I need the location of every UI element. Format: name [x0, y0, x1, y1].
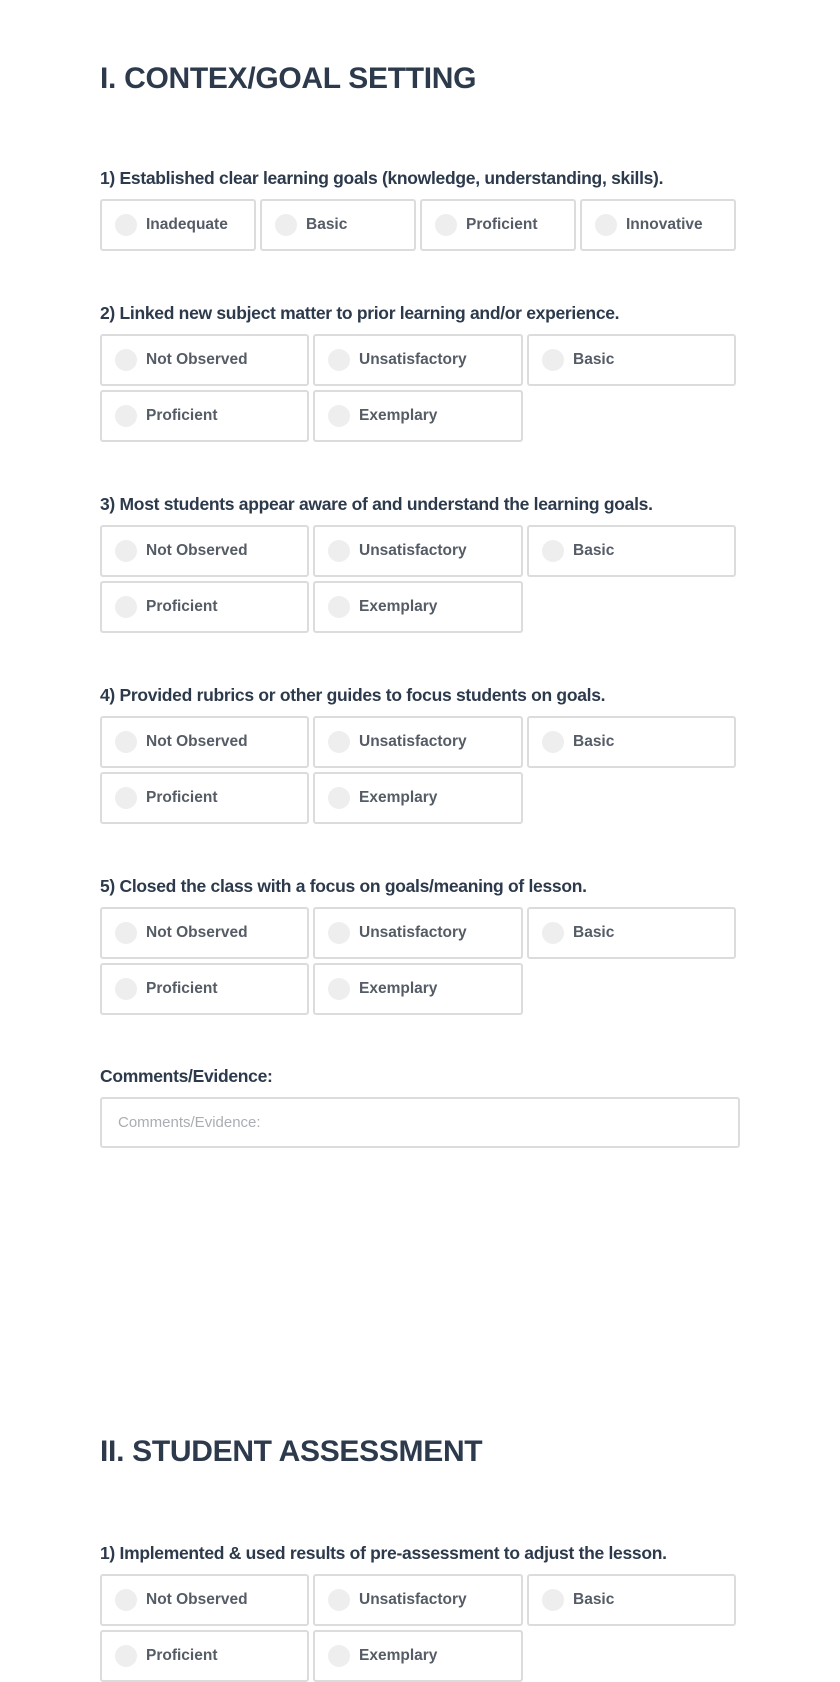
- option-label: Not Observed: [146, 351, 248, 368]
- radio-circle-icon[interactable]: [115, 1589, 137, 1611]
- option-label: Basic: [573, 924, 615, 941]
- question-students-aware-of-goals: [100, 492, 653, 615]
- option-label: Unsatisfactory: [359, 351, 467, 368]
- option-not-observed[interactable]: [100, 1574, 309, 1626]
- radio-circle-icon[interactable]: [595, 214, 617, 236]
- radio-circle-icon[interactable]: [115, 349, 137, 371]
- option-label: Innovative: [626, 216, 703, 233]
- option-proficient[interactable]: [100, 963, 309, 1015]
- comments-evidence-field: [100, 1064, 740, 1148]
- radio-circle-icon[interactable]: [542, 922, 564, 944]
- option-inadequate[interactable]: [100, 199, 256, 251]
- radio-circle-icon[interactable]: [435, 214, 457, 236]
- option-label: Basic: [573, 351, 615, 368]
- option-label: Basic: [573, 733, 615, 750]
- option-basic[interactable]: [527, 907, 736, 959]
- option-label: Proficient: [146, 1647, 218, 1664]
- option-label: Exemplary: [359, 980, 438, 997]
- radio-circle-icon[interactable]: [328, 540, 350, 562]
- question-label: 2) Linked new subject matter to prior learning and/or experience.: [100, 303, 620, 323]
- option-label: Exemplary: [359, 407, 438, 424]
- option-basic[interactable]: [527, 1574, 736, 1626]
- option-label: Not Observed: [146, 733, 248, 750]
- question-label: 4) Provided rubrics or other guides to focus students on goals.: [100, 685, 606, 705]
- radio-circle-icon[interactable]: [115, 1645, 137, 1667]
- section-title-contex-goal-setting: I. CONTEX/GOAL SETTING: [100, 62, 477, 95]
- option-label: Proficient: [146, 407, 218, 424]
- comments-label: Comments/Evidence:: [100, 1066, 273, 1086]
- option-label: Unsatisfactory: [359, 1591, 467, 1608]
- question-label: 1) Implemented & used results of pre-assessment to adjust the lesson.: [100, 1543, 667, 1563]
- section-title-student-assessment: II. STUDENT ASSESSMENT: [100, 1435, 483, 1468]
- option-proficient[interactable]: [420, 199, 576, 251]
- option-label: Proficient: [146, 980, 218, 997]
- option-label: Basic: [573, 542, 615, 559]
- option-not-observed[interactable]: [100, 334, 309, 386]
- option-label: Inadequate: [146, 216, 228, 233]
- radio-circle-icon[interactable]: [328, 349, 350, 371]
- radio-circle-icon[interactable]: [328, 405, 350, 427]
- option-not-observed[interactable]: [100, 716, 309, 768]
- question-pre-assessment: [100, 1541, 667, 1664]
- radio-circle-icon[interactable]: [328, 922, 350, 944]
- question-provided-rubrics: [100, 683, 615, 806]
- radio-circle-icon[interactable]: [115, 731, 137, 753]
- option-label: Not Observed: [146, 924, 248, 941]
- radio-circle-icon[interactable]: [542, 349, 564, 371]
- radio-circle-icon[interactable]: [542, 731, 564, 753]
- option-proficient[interactable]: [100, 772, 309, 824]
- option-label: Exemplary: [359, 789, 438, 806]
- radio-circle-icon[interactable]: [115, 978, 137, 1000]
- question-linked-subject-matter: [100, 301, 620, 424]
- option-not-observed[interactable]: [100, 907, 309, 959]
- option-exemplary[interactable]: [313, 390, 523, 442]
- question-label: 1) Established clear learning goals (knowledge, understanding, skills).: [100, 168, 664, 188]
- question-label: 3) Most students appear aware of and understand the learning goals.: [100, 494, 653, 514]
- option-basic[interactable]: [260, 199, 416, 251]
- radio-circle-icon[interactable]: [115, 540, 137, 562]
- option-exemplary[interactable]: [313, 963, 523, 1015]
- option-unsatisfactory[interactable]: [313, 716, 523, 768]
- radio-circle-icon[interactable]: [328, 596, 350, 618]
- radio-circle-icon[interactable]: [115, 214, 137, 236]
- option-not-observed[interactable]: [100, 525, 309, 577]
- option-proficient[interactable]: [100, 581, 309, 633]
- option-proficient[interactable]: [100, 390, 309, 442]
- option-label: Proficient: [146, 598, 218, 615]
- option-label: Unsatisfactory: [359, 733, 467, 750]
- option-innovative[interactable]: [580, 199, 736, 251]
- option-unsatisfactory[interactable]: [313, 907, 523, 959]
- option-exemplary[interactable]: [313, 772, 523, 824]
- question-established-learning-goals: [100, 166, 703, 233]
- option-label: Proficient: [466, 216, 538, 233]
- radio-circle-icon[interactable]: [115, 596, 137, 618]
- option-exemplary[interactable]: [313, 1630, 523, 1682]
- option-exemplary[interactable]: [313, 581, 523, 633]
- radio-circle-icon[interactable]: [115, 405, 137, 427]
- option-unsatisfactory[interactable]: [313, 525, 523, 577]
- option-unsatisfactory[interactable]: [313, 334, 523, 386]
- option-label: Proficient: [146, 789, 218, 806]
- option-label: Unsatisfactory: [359, 924, 467, 941]
- option-proficient[interactable]: [100, 1630, 309, 1682]
- radio-circle-icon[interactable]: [275, 214, 297, 236]
- comments-evidence-input[interactable]: [100, 1097, 740, 1148]
- question-label: 5) Closed the class with a focus on goals/meaning of lesson.: [100, 876, 587, 896]
- radio-circle-icon[interactable]: [328, 1589, 350, 1611]
- option-label: Not Observed: [146, 542, 248, 559]
- radio-circle-icon[interactable]: [542, 540, 564, 562]
- option-label: Basic: [573, 1591, 615, 1608]
- option-basic[interactable]: [527, 525, 736, 577]
- radio-circle-icon[interactable]: [542, 1589, 564, 1611]
- option-basic[interactable]: [527, 716, 736, 768]
- radio-circle-icon[interactable]: [115, 787, 137, 809]
- option-basic[interactable]: [527, 334, 736, 386]
- radio-circle-icon[interactable]: [328, 787, 350, 809]
- option-label: Unsatisfactory: [359, 542, 467, 559]
- radio-circle-icon[interactable]: [328, 731, 350, 753]
- option-unsatisfactory[interactable]: [313, 1574, 523, 1626]
- radio-circle-icon[interactable]: [115, 922, 137, 944]
- radio-circle-icon[interactable]: [328, 978, 350, 1000]
- question-closed-class-focus: [100, 874, 615, 997]
- option-label: Basic: [306, 216, 348, 233]
- option-label: Exemplary: [359, 598, 438, 615]
- option-label: Not Observed: [146, 1591, 248, 1608]
- radio-circle-icon[interactable]: [328, 1645, 350, 1667]
- option-label: Exemplary: [359, 1647, 438, 1664]
